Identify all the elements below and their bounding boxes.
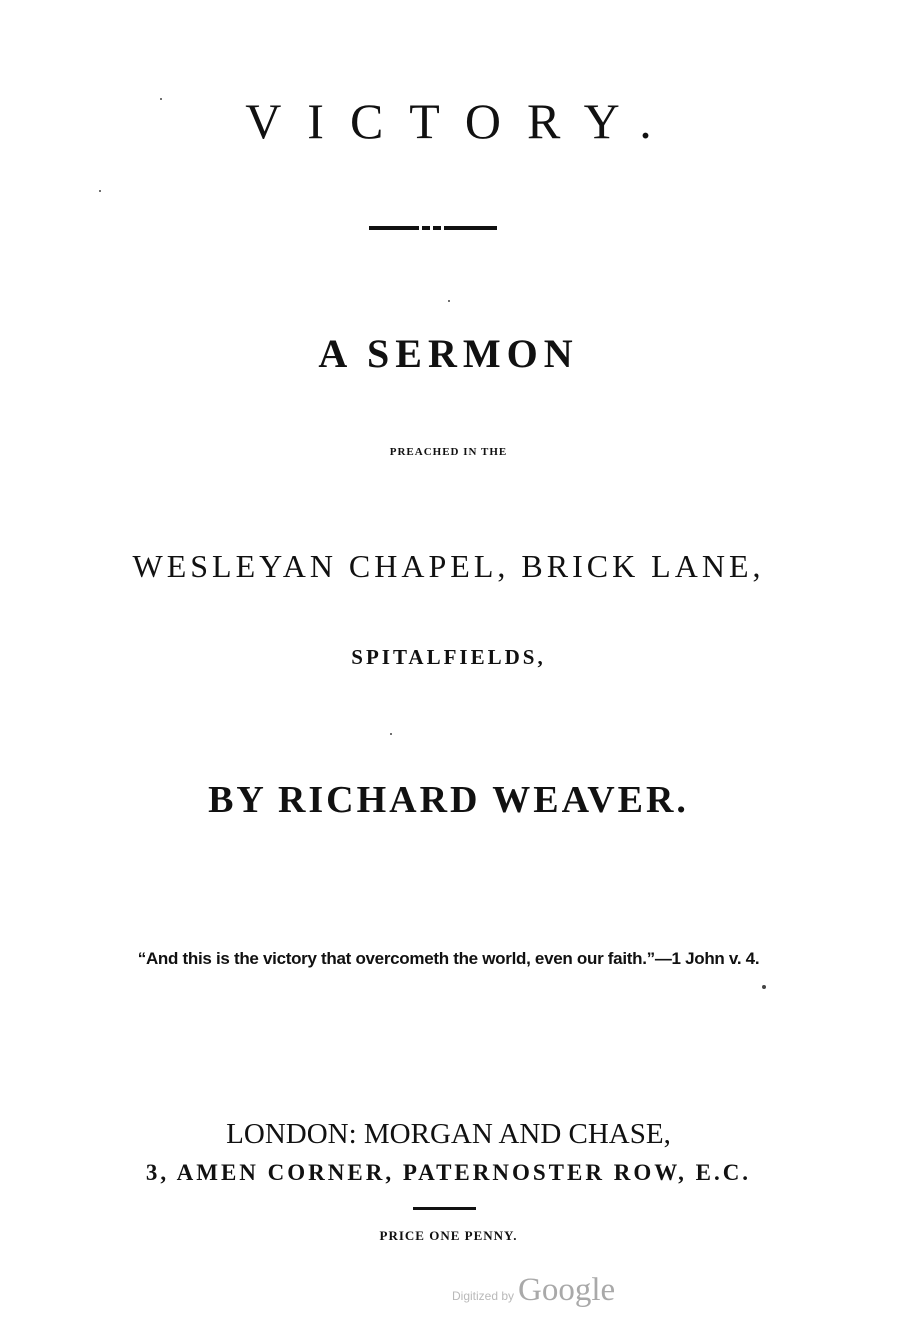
publisher-address: 3, AMEN CORNER, PATERNOSTER ROW, E.C. <box>145 1160 752 1185</box>
scan-speck <box>390 733 392 735</box>
scan-speck <box>762 985 766 989</box>
district-name: SPITALFIELDS, <box>351 645 546 669</box>
epigraph-quote: “And this is the victory that overcometh the world, even our faith.”—1 John v. 4. <box>137 949 760 968</box>
chapel-name: WESLEYAN CHAPEL, BRICK LANE, <box>132 548 765 584</box>
divider-rule <box>413 1207 476 1210</box>
scan-speck <box>99 190 101 192</box>
scan-speck <box>160 98 162 100</box>
digitized-watermark <box>452 1272 615 1309</box>
watermark-prefix: Digitized by <box>452 1289 515 1303</box>
author-line: BY RICHARD WEAVER. <box>208 779 689 821</box>
publisher-line: LONDON: MORGAN AND CHASE, <box>226 1118 671 1150</box>
price-line: PRICE ONE PENNY. <box>379 1228 518 1243</box>
watermark-brand: Google <box>518 1272 616 1308</box>
scan-speck <box>448 300 450 302</box>
ornamental-rule <box>369 226 497 232</box>
preached-in-label: PREACHED IN THE <box>389 446 508 458</box>
subtitle: A SERMON <box>318 331 579 376</box>
page-title: VICTORY. <box>245 93 678 149</box>
